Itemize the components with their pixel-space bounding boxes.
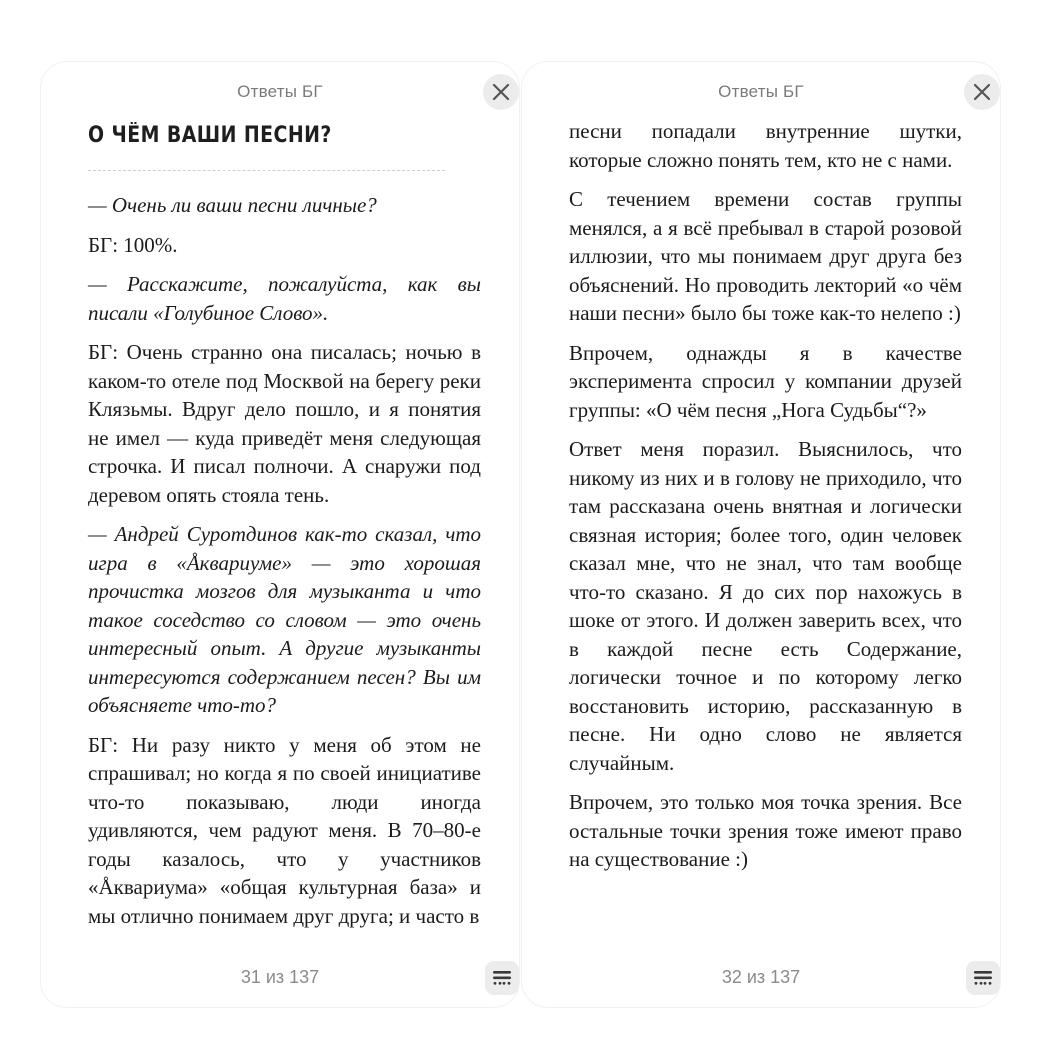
page-text (88, 116, 481, 941)
answer-paragraph: БГ: Ни разу никто у меня об этом не спрашивал; но когда я по своей инициативе что-то показываю, люди иногда удивляются, чем радуют меня. В 70–80-е годы казалось, что у участников «Åквариума» «общая культурная база» и мы отлично понимаем друг друга; и часто в (88, 732, 481, 928)
question-paragraph: — Расскажите, пожалуйста, как вы писали «Голубиное Слово». (88, 272, 481, 325)
page-number: 31 из 137 (240, 967, 320, 987)
answer-paragraph: Впрочем, это только моя точка зрения. Все остальные точки зрения тоже имеют право на существование :) (569, 790, 962, 871)
close-icon (492, 83, 510, 101)
question-paragraph: — Андрей Суротдинов как-то сказал, что игра в «Åквариуме» — это хорошая прочистка мозгов для музыканта и что такое соседство со словом — это очень интересный опыт. А другие музыканты интересуются содержанием песен? Вы им объясняете что-то? (88, 522, 481, 717)
reader-page-right (522, 62, 1000, 1007)
answer-paragraph: БГ: Очень странно она писалась; ночью в каком-то отеле под Москвой на берегу реки Клязьмы. Вдруг дело пошло, и я понятия не имел — куда приведёт меня следующая строчка. И писал полночи. А снаружи под деревом опять стояла тень. (88, 340, 481, 507)
page-number: 32 из 137 (721, 967, 801, 987)
answer-paragraph: Ответ меня поразил. Выяснилось, что никому из них и в голову не приходило, что там рассказана очень внятная и логически связная история; более того, один человек сказал мне, что не знал, что там вообще что-то сказано. Я до сих пор нахожусь в шоке от этого. И должен заверить всех, что в каждой песне есть Содержание, логически точное и по которому легко восстановить историю, рассказанную в песне. Ни одно слово не является случайным. (569, 437, 962, 775)
chapter-title: О ЧЁМ ВАШИ ПЕСНИ? (88, 123, 332, 148)
chapter-divider (88, 170, 445, 171)
close-icon (973, 83, 991, 101)
answer-paragraph: песни попадали внутренние шутки, которые сложно понять тем, кто не с нами. (569, 119, 962, 172)
table-of-contents-icon (973, 969, 993, 987)
toc-button[interactable] (966, 961, 1000, 995)
page-text (569, 117, 962, 885)
close-button[interactable] (964, 74, 1000, 110)
close-button[interactable] (483, 74, 519, 110)
book-title: Ответы БГ (237, 82, 323, 101)
question-paragraph: — Очень ли ваши песни личные? (88, 193, 377, 217)
answer-paragraph: БГ: 100%. (88, 232, 178, 257)
reader-page-left (41, 62, 519, 1007)
table-of-contents-icon (492, 969, 512, 987)
toc-button[interactable] (485, 961, 519, 995)
answer-paragraph: С течением времени состав группы менялся, а я всё пребывал в старой розовой иллюзии, что мы понимаем друг друга без объяснений. Но проводить лекторий «о чём наши песни» было бы тоже как-то нелепо :) (569, 187, 962, 325)
book-title: Ответы БГ (718, 82, 804, 101)
answer-paragraph: Впрочем, однажды я в качестве эксперимента спросил у компании друзей группы: «О чём песня „Нога Судьбы“?» (569, 340, 962, 422)
